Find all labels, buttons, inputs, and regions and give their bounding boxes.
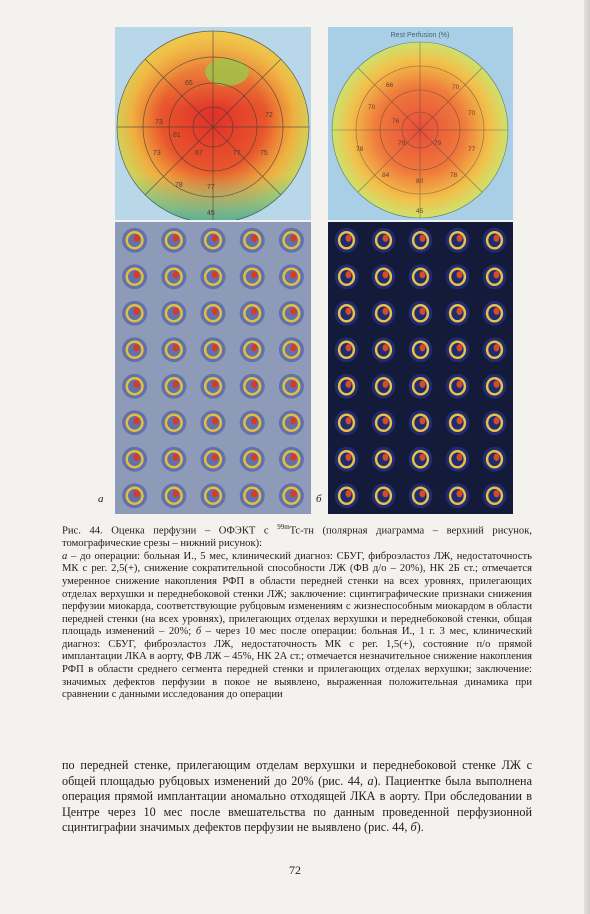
body-text-lead: по передней стенке, прилегающим отделам верхушки и переднебоковой стенке ЛЖ с общей площадью рубцовых изменений до 20% (рис. 44,	[62, 758, 532, 788]
slice-image	[279, 483, 304, 508]
slice-image	[372, 447, 396, 472]
slice-image	[240, 483, 265, 508]
slice-image	[161, 337, 186, 362]
slice-image	[161, 410, 186, 435]
polar-b-value: 84	[382, 172, 390, 179]
slice-image	[200, 410, 225, 435]
slice-image	[446, 374, 470, 399]
slice-image	[240, 228, 265, 253]
slice-image	[483, 264, 507, 289]
slice-image	[335, 410, 359, 435]
polar-a-value: 67	[195, 150, 203, 157]
body-paragraph	[62, 758, 532, 836]
tomographic-slices-before	[115, 222, 311, 514]
slice-image	[161, 301, 186, 326]
slice-image	[372, 301, 396, 326]
figure-label-b: б	[316, 493, 322, 505]
page-edge	[584, 0, 590, 914]
polar-b-value: 79	[434, 140, 442, 147]
slice-image	[122, 228, 147, 253]
slice-image	[483, 374, 507, 399]
slice-image	[122, 483, 147, 508]
slice-image	[372, 228, 396, 253]
slice-image	[122, 410, 147, 435]
slice-image	[483, 410, 507, 435]
slice-image	[200, 374, 225, 399]
slice-image	[335, 483, 359, 508]
tomographic-slices-after	[328, 222, 513, 514]
polar-b-value: 70	[452, 84, 460, 91]
slice-image	[409, 264, 433, 289]
slice-image	[446, 228, 470, 253]
slice-image	[279, 447, 304, 472]
polar-map-after	[328, 27, 513, 220]
figure-caption	[62, 521, 532, 702]
slice-image	[483, 337, 507, 362]
polar-a-value: 73	[153, 150, 161, 157]
slice-image	[240, 264, 265, 289]
caption-b-text: – через 10 мес после операции: больная И., 1 г. 3 мес, клинический диагноз: СБУГ, фиброэластоз ЛЖ, недостаточность МК с рег. 1,5(+), состояние п/о прямой имплантации ЛКА в аорту, ФВ ЛЖ – 45%, НК 2А ст.; отмечается незначительное снижение накопления РФП в области среднего сегмента передней стенки и прилегающих отделах верхушки; заключение: значимых дефектов перфузии в покое не выявлено, выраженная положительная динамика при сравнении с данными исследования до операции	[62, 626, 533, 701]
slice-image	[335, 264, 359, 289]
slice-image	[161, 264, 186, 289]
slice-image	[200, 337, 225, 362]
slice-image	[240, 374, 265, 399]
slice-image	[372, 337, 396, 362]
slice-image	[335, 447, 359, 472]
slice-image	[409, 228, 433, 253]
polar-b-value: 79	[398, 140, 406, 147]
body-ref-b: б	[410, 820, 417, 835]
slice-image	[279, 374, 304, 399]
slice-image	[409, 410, 433, 435]
slice-image	[335, 228, 359, 253]
slice-image	[279, 264, 304, 289]
figure-label-a: а	[98, 493, 104, 505]
slice-image	[483, 483, 507, 508]
slice-image	[122, 337, 147, 362]
caption-b-label: б	[195, 626, 202, 638]
polar-a-value: 77	[233, 150, 241, 157]
caption-title-rest: Tc-тн (полярная диаграмма – верхний рисунок, томографические срезы – нижний рисунок):	[62, 525, 532, 550]
slice-image	[483, 228, 507, 253]
slice-image	[279, 228, 304, 253]
slice-image	[240, 447, 265, 472]
caption-isotope-sup: 99m	[277, 523, 290, 531]
slice-image	[409, 483, 433, 508]
slice-image	[200, 301, 225, 326]
slice-image	[446, 264, 470, 289]
slice-image	[409, 374, 433, 399]
polar-b-value: 70	[468, 110, 476, 117]
slice-image	[200, 264, 225, 289]
polar-b-value: 66	[386, 82, 394, 89]
slice-image	[446, 301, 470, 326]
slice-image	[409, 447, 433, 472]
slice-image	[409, 337, 433, 362]
polar-a-value: 81	[173, 132, 181, 139]
polar-a-value: 73	[155, 119, 163, 126]
slice-image	[161, 228, 186, 253]
slice-image	[279, 410, 304, 435]
polar-b-value: 45	[416, 208, 424, 215]
polar-b-value: 76	[392, 118, 400, 125]
slice-image	[200, 483, 225, 508]
polar-a-value: 77	[207, 184, 215, 191]
polar-b-value: 80	[416, 178, 424, 185]
slice-image	[161, 483, 186, 508]
slice-image	[372, 374, 396, 399]
slice-image	[446, 410, 470, 435]
slice-image	[161, 374, 186, 399]
slice-image	[240, 337, 265, 362]
slice-image	[122, 447, 147, 472]
slice-image	[279, 337, 304, 362]
slice-image	[122, 264, 147, 289]
polar-a-value: 75	[260, 150, 268, 157]
caption-a-label: а	[62, 550, 68, 562]
slice-image	[200, 228, 225, 253]
slice-image	[483, 301, 507, 326]
slice-image	[161, 447, 186, 472]
polar-b-value: 78	[450, 172, 458, 179]
caption-title-lead: Рис. 44. Оценка перфузии – ОФЭКТ с	[62, 525, 278, 537]
slice-image	[446, 483, 470, 508]
polar-a-value: 65	[185, 80, 193, 87]
slice-image	[446, 447, 470, 472]
slice-image	[279, 301, 304, 326]
slice-image	[483, 447, 507, 472]
polar-b-value: 78	[356, 146, 364, 153]
slice-image	[409, 301, 433, 326]
slice-image	[122, 374, 147, 399]
slice-image	[372, 483, 396, 508]
polar-a-value: 72	[265, 112, 273, 119]
polar-a-value: 78	[175, 182, 183, 189]
page-number: 72	[289, 863, 301, 877]
slice-image	[240, 410, 265, 435]
slice-image	[122, 301, 147, 326]
slice-image	[372, 410, 396, 435]
slice-image	[446, 337, 470, 362]
slice-image	[200, 447, 225, 472]
body-ref-a: а	[367, 773, 374, 788]
slice-image	[372, 264, 396, 289]
caption-a-text: – до операции: больная И., 5 мес, клинический диагноз: СБУГ, фиброэластоз ЛЖ, недостаточность МК с рег. 2,5(+), снижение сократительной способности ЛЖ (ФВ д/о – 20%), НК 2Б ст.; отмечается умеренное снижение накопления РФП в области передней стенки на всех уровнях, прилегающих отделах верхушки и переднебоковой стенки ЛЖ; заключение: сцинтиграфические признаки снижения перфузии миокарда, соответствующие рубцовым изменениям с жизнеспособным миокардом в области передней стенки (на всех уровнях), прилегающих отделах верхушки и переднебоковой стенки, общая площадь изменений – 20%;	[62, 550, 532, 638]
slice-image	[240, 301, 265, 326]
polar-map-before	[115, 27, 311, 220]
body-text-mid: ). Пациентке была выполнена операция прямой имплантации аномально отходящей ЛКА в аорту. При обследовании в Центре через 10 мес после вмешательства по данным проведенной перфузионной сцинтиграфии значимых дефектов перфузии не выявлено (рис. 44,	[62, 773, 532, 835]
polar-b-value: 70	[368, 104, 376, 111]
polar-b-value: 77	[468, 146, 476, 153]
slice-image	[335, 374, 359, 399]
body-text-end: ).	[416, 820, 424, 835]
slice-image	[335, 337, 359, 362]
polar-a-value: 45	[207, 210, 215, 217]
slice-image	[335, 301, 359, 326]
polar-map-title: Rest Perfusion (%)	[390, 32, 450, 39]
